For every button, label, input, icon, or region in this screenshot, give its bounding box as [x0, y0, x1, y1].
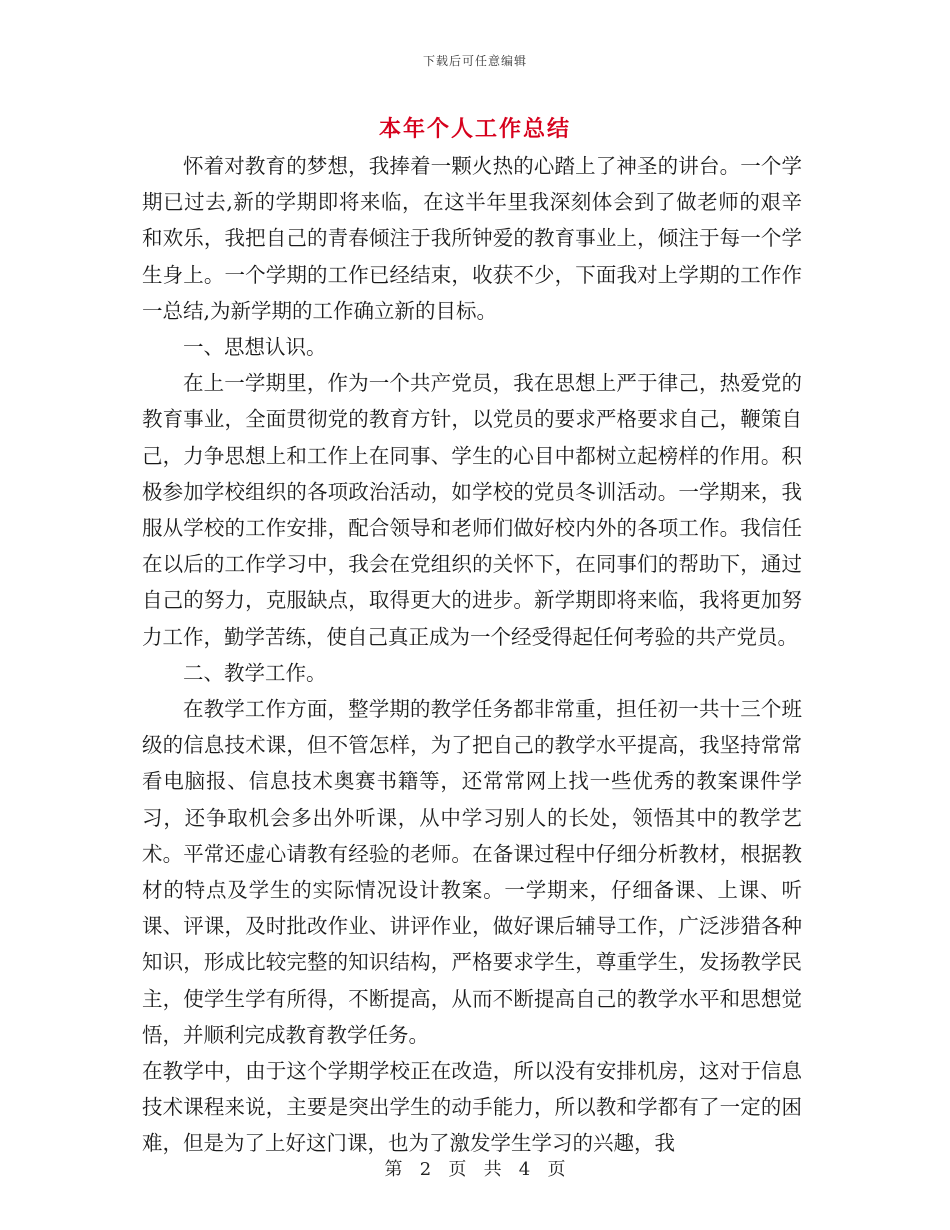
document-body [142, 148, 802, 1162]
footer-prefix: 第 [384, 1159, 403, 1180]
section-heading-ideology: 一、思想认识。 [183, 335, 327, 360]
paragraph-intro: 怀着对教育的梦想，我捧着一颗火热的心踏上了神圣的讲台。一个学期已过去,新的学期即将来临，在这半年里我深刻体会到了做老师的艰辛和欢乐，我把自己的青春倾注于我所钟爱的教育事业上，倾注于每一个学生身上。一个学期的工作已经结束，收获不少，下面我对上学期的工作作一总结,为新学期的工作确立新的目标。 [142, 154, 802, 323]
footer-mid1: 页 [448, 1159, 467, 1180]
header-note: 下载后可任意编辑 [422, 54, 527, 68]
footer-total-pages: 4 [518, 1159, 531, 1180]
page-footer [0, 1155, 950, 1181]
footer-page-number: 2 [419, 1159, 432, 1180]
paragraph-teaching: 在教学工作方面，整学期的教学任务都非常重，担任初一共十三个班级的信息技术课，但不管怎样，为了把自己的教学水平提高，我坚持常常看电脑报、信息技术奥赛书籍等，还常常网上找一些优秀的教案课件学习，还争取机会多出外听课，从中学习别人的长处，领悟其中的教学艺术。平常还虚心请教有经验的老师。在备课过程中仔细分析教材，根据教材的特点及学生的实际情况设计教案。一学期来，仔细备课、上课、听课、评课，及时批改作业、讲评作业，做好课后辅导工作，广泛涉猎各种知识，形成比较完整的知识结构，严格要求学生，尊重学生，发扬教学民主，使学生学有所得，不断提高，从而不断提高自己的教学水平和思想觉悟，并顺利完成教育教学任务。 [142, 697, 802, 1047]
paragraph-teaching-continued: 在教学中，由于这个学期学校正在改造，所以没有安排机房，这对于信息技术课程来说，主要是突出学生的动手能力，所以教和学都有了一定的困难，但是为了上好这门课，也为了激发学生学习的兴趣，我 [142, 1059, 802, 1156]
document-title: 本年个人工作总结 [378, 116, 571, 142]
footer-suffix: 页 [547, 1159, 566, 1180]
paragraph-ideology: 在上一学期里，作为一个共产党员，我在思想上严于律己，热爱党的教育事业，全面贯彻党的教育方针，以党员的要求严格要求自己，鞭策自己，力争思想上和工作上在同事、学生的心目中都树立起榜样的作用。积极参加学校组织的各项政治活动，如学校的党员冬训活动。一学期来，我服从学校的工作安排，配合领导和老师们做好校内外的各项工作。我信任在以后的工作学习中，我会在党组织的关怀下，在同事们的帮助下，通过自己的努力，克服缺点，取得更大的进步。新学期即将来临，我将更加努力工作，勤学苦练，使自己真正成为一个经受得起任何考验的共产党员。 [142, 371, 802, 649]
section-heading-teaching: 二、教学工作。 [183, 660, 327, 685]
footer-mid2: 共 [483, 1159, 502, 1180]
